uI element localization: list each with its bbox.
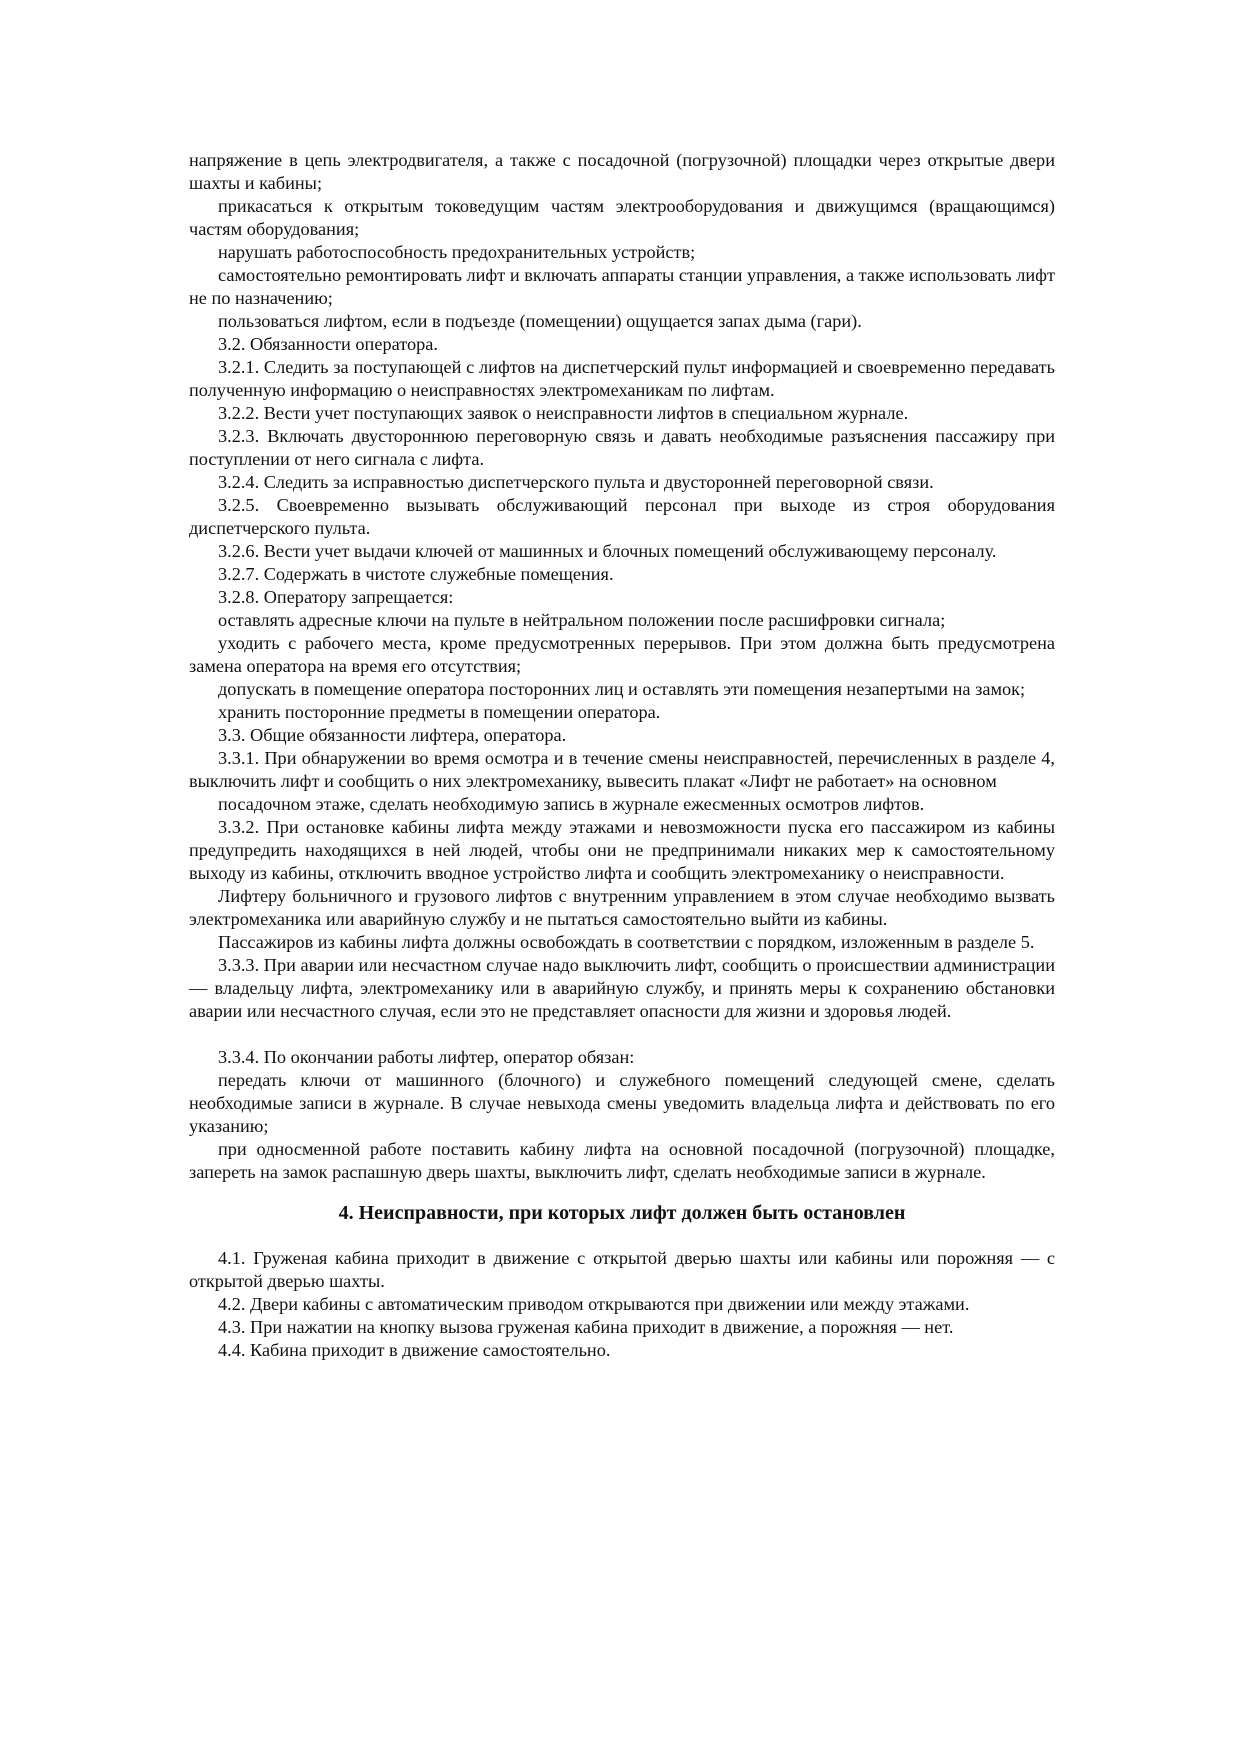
paragraph: 3.2.6. Вести учет выдачи ключей от машинных и блочных помещений обслуживающему персоналу. (218, 541, 997, 561)
paragraph: 4.2. Двери кабины с автоматическим приводом открываются при движении или между этажами. (218, 1294, 970, 1314)
paragraph: 3.2.3. Включать двустороннюю переговорную связь и давать необходимые разъяснения пассажиру при поступлении от него сигнала с лифта. (189, 426, 1055, 469)
paragraph: 3.2. Обязанности оператора. (218, 334, 438, 354)
paragraph: 3.2.1. Следить за поступающей с лифтов на диспетчерский пульт информацией и своевременно передавать полученную информацию о неисправностях электромеханикам по лифтам. (189, 357, 1055, 400)
paragraph: 3.3.4. По окончании работы лифтер, оператор обязан: (218, 1047, 635, 1067)
paragraph: пользоваться лифтом, если в подъезде (помещении) ощущается запах дыма (гари). (218, 311, 862, 331)
paragraph: 3.2.8. Оператору запрещается: (218, 587, 454, 607)
paragraph: допускать в помещение оператора посторонних лиц и оставлять эти помещения незапертыми на замок; (218, 679, 1026, 699)
document-page (189, 149, 1055, 1362)
paragraph: передать ключи от машинного (блочного) и служебного помещений следующей смене, сделать необходимые записи в журнале. В случае невыхода смены уведомить владельца лифта и действовать по его указанию; (189, 1070, 1055, 1136)
paragraph: 3.2.4. Следить за исправностью диспетчерского пульта и двусторонней переговорной связи. (218, 472, 934, 492)
paragraph: посадочном этаже, сделать необходимую запись в журнале ежесменных осмотров лифтов. (218, 794, 925, 814)
paragraph: 3.2.5. Своевременно вызывать обслуживающий персонал при выходе из строя оборудования диспетчерского пульта. (189, 495, 1055, 538)
paragraph: 3.2.2. Вести учет поступающих заявок о неисправности лифтов в специальном журнале. (218, 403, 909, 423)
paragraph: самостоятельно ремонтировать лифт и включать аппараты станции управления, а также использовать лифт не по назначению; (189, 265, 1055, 308)
blank-line (189, 1227, 1055, 1247)
paragraph: Пассажиров из кабины лифта должны освобождать в соответствии с порядком, изложенным в разделе 5. (218, 932, 1035, 952)
paragraph: прикасаться к открытым токоведущим частям электрооборудования и движущимся (вращающимся) частям оборудования; (189, 196, 1055, 239)
paragraph: 4.4. Кабина приходит в движение самостоятельно. (218, 1340, 611, 1360)
paragraph: уходить с рабочего места, кроме предусмотренных перерывов. При этом должна быть предусмотрена замена оператора на время его отсутствия; (189, 633, 1055, 676)
paragraph: оставлять адресные ключи на пульте в нейтральном положении после расшифровки сигнала; (218, 610, 946, 630)
paragraph: Лифтеру больничного и грузового лифтов с внутренним управлением в этом случае необходимо вызвать электромеханика или аварийную службу и не пытаться самостоятельно выйти из кабины. (189, 886, 1055, 929)
paragraph: при односменной работе поставить кабину лифта на основной посадочной (погрузочной) площадке, запереть на замок распашную дверь шахты, выключить лифт, сделать необходимые записи в журнале. (189, 1139, 1055, 1182)
paragraph: хранить посторонние предметы в помещении оператора. (218, 702, 661, 722)
paragraph: напряжение в цепь электродвигателя, а также с посадочной (погрузочной) площадки через открытые двери шахты и кабины; (189, 150, 1055, 193)
paragraph: 3.3.1. При обнаружении во время осмотра и в течение смены неисправностей, перечисленных в разделе 4, выключить лифт и сообщить о них электромеханику, вывесить плакат «Лифт не работает» на основном (189, 748, 1055, 791)
paragraph: 4.1. Груженая кабина приходит в движение с открытой дверью шахты или кабины или порожняя — с открытой дверью шахты. (189, 1248, 1055, 1291)
section-heading: 4. Неисправности, при которых лифт должен быть остановлен (338, 1202, 906, 1224)
paragraph: 3.3. Общие обязанности лифтера, оператора. (218, 725, 567, 745)
blank-line (189, 1023, 1055, 1046)
paragraph: нарушать работоспособность предохранительных устройств; (218, 242, 696, 262)
paragraph: 3.2.7. Содержать в чистоте служебные помещения. (218, 564, 614, 584)
paragraph: 3.3.3. При аварии или несчастном случае надо выключить лифт, сообщить о происшествии администрации — владельцу лифта, электромеханику или в аварийную службу, и принять меры к сохранению обстановки аварии или несчастного случая, если это не представляет опасности для жизни и здоровья людей. (189, 955, 1055, 1021)
paragraph: 3.3.2. При остановке кабины лифта между этажами и невозможности пуска его пассажиром из кабины предупредить находящихся в ней людей, чтобы они не предпринимали никаких мер к самостоятельному выходу из кабины, отключить вводное устройство лифта и сообщить электромеханику о неисправности. (189, 817, 1055, 883)
paragraph: 4.3. При нажатии на кнопку вызова груженая кабина приходит в движение, а порожняя — нет. (218, 1317, 954, 1337)
